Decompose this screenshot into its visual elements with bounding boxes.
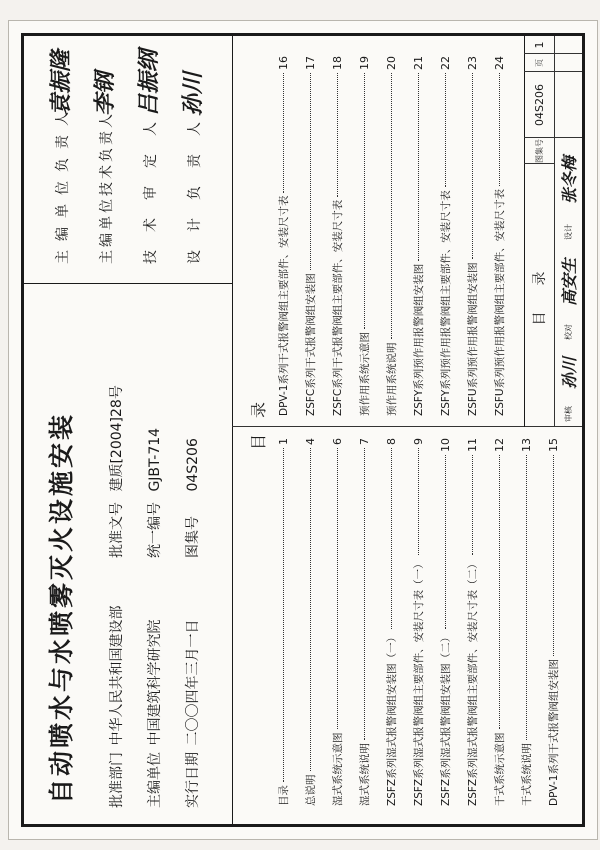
approver-value: 中华人民共和国建设部 [109,605,125,746]
toc-leader [472,73,473,259]
tb-atlas-label: 图集号 [534,139,544,163]
toc-leader [310,73,311,270]
rotated-page [21,33,585,827]
toc-page: 9 [412,438,425,445]
toc-page: 22 [439,56,452,70]
document-title: 自动喷水与水喷雾灭火设施安装 [47,411,76,804]
sig-name-1: 袁振隆 [48,49,74,116]
approver-label: 批准部门 [109,752,125,808]
toc-page: 19 [358,56,371,70]
tb-review-sig: 孙川 [559,357,579,390]
sig-role-4: 设计负责人 [187,104,203,264]
toc-leader [472,455,473,555]
date-value: 二〇〇四年三月一日 [185,619,201,746]
toc-item[interactable] [303,56,318,416]
toc-page: 16 [277,56,290,70]
toc-item[interactable] [330,56,345,416]
toc-item[interactable] [357,438,372,806]
doc-value: 建质[2004]28号 [109,385,125,492]
drawing-sheet [8,20,598,840]
toc-title: 预作用系统说明 [386,342,398,416]
toc-page: 6 [331,438,344,445]
info-editor [144,620,164,808]
toc-item[interactable] [546,438,561,806]
toc-item[interactable] [492,438,507,806]
tb-design-sig: 张冬梅 [559,156,579,205]
tb-page-value: 1 [532,41,546,49]
toc-item[interactable] [357,56,372,416]
toc-item[interactable] [303,438,318,806]
tb-check-sig: 高安生 [559,258,579,307]
toc-title: 干式系统示意图 [494,732,506,806]
info-doc [106,385,126,558]
toc-page: 23 [466,56,479,70]
toc-leader [391,448,392,629]
toc-title: ZSFC系列干式报警阀组主要部件、安装尺寸表 [332,199,344,416]
toc-item[interactable] [411,438,426,806]
toc-leader [445,73,446,187]
atlas-value: 04S206 [185,438,201,492]
toc-item[interactable] [438,438,453,806]
toc-page: 20 [385,56,398,70]
toc-heading-right: 录 [249,398,268,418]
toc-item[interactable] [465,438,480,806]
tb-review-label: 审核 [563,406,573,422]
toc-page: 13 [520,438,533,452]
sig-name-4: 孙川 [180,71,206,116]
toc-item[interactable] [519,438,534,806]
tb-atlas-value: 04S206 [532,84,546,126]
toc-item[interactable] [384,438,399,806]
toc-leader [364,73,365,329]
info-approver [106,606,126,808]
tb-check-label: 校对 [563,324,573,340]
toc-page: 4 [304,438,317,445]
toc-title: ZSFY系列预作用报警阀组主要部件、安装尺寸表 [440,190,452,416]
toc-item[interactable] [438,56,453,416]
title-block-name: 目 录 [532,265,548,326]
toc-leader [391,73,392,340]
upper-divider [232,36,233,824]
toc-leader [526,455,527,740]
toc-title: 湿式系统示意图 [332,732,344,806]
tb-design-label: 设计 [563,224,573,240]
sig-role-2: 主编单位技术负责人 [99,111,115,264]
toc-leader [364,448,365,740]
toc-leader [337,448,338,730]
toc-item[interactable] [411,56,426,416]
toc-title: ZSFU系列预作用报警阀组安装图 [467,262,479,416]
doc-label: 批准文号 [109,502,125,558]
toc-title: 湿式系统说明 [359,743,371,806]
toc-title: ZSFY系列预作用报警阀组安装图 [413,263,425,416]
info-date [182,620,202,808]
toc-leader [310,448,311,772]
toc-item[interactable] [492,56,507,416]
toc-page: 8 [385,438,398,445]
toc-item[interactable] [276,438,291,806]
atlas-label: 图集号 [185,516,201,558]
info-atlas [182,438,202,558]
toc-page: 24 [493,56,506,70]
toc-page: 15 [547,438,560,452]
uniform-label: 统一编号 [147,502,163,558]
toc-title: ZSFZ系列湿式报警阀组主要部件、安装尺寸表（一） [413,558,425,806]
toc-title: ZSFZ系列湿式报警阀组安装图（二） [440,631,452,806]
toc-page: 1 [277,438,290,445]
toc-page: 11 [466,438,479,452]
toc-page: 18 [331,56,344,70]
toc-leader [283,448,284,782]
toc-item[interactable] [330,438,345,806]
sig-role-1: 主编单位负责人 [55,103,71,264]
toc-leader [337,73,338,197]
sig-name-2: 李钢 [92,71,118,116]
sig-role-3: 技术审定人 [143,104,159,264]
sig-name-3: 吕振纲 [136,49,162,116]
date-label: 实行日期 [185,752,201,808]
toc-title: ZSFC系列干式报警阀组安装图 [305,273,317,416]
toc-leader [283,73,284,193]
toc-page: 10 [439,438,452,452]
toc-title: 目录 [278,785,290,806]
signature-divider [24,283,232,284]
toc-item[interactable] [276,56,291,416]
editor-label: 主编单位 [147,752,163,808]
toc-page: 7 [358,438,371,445]
toc-page: 21 [412,56,425,70]
toc-leader [499,455,500,730]
toc-leader [553,455,554,656]
toc-title: 预作用系统示意图 [359,332,371,416]
toc-leader [445,455,446,629]
toc-title: 干式系统说明 [521,743,533,806]
toc-page: 17 [304,56,317,70]
toc-leader [418,448,419,555]
toc-title: DPV-1系列干式报警阀组安装图 [548,659,560,806]
toc-item[interactable] [465,56,480,416]
toc-page: 12 [493,438,506,452]
toc-heading-left: 目 [249,430,268,450]
uniform-value: GJBT-714 [147,427,163,492]
toc-leader [418,73,419,261]
toc-leader [499,73,500,186]
editor-value: 中国建筑科学研究院 [147,619,163,746]
toc-title: ZSFZ系列湿式报警阀组主要部件、安装尺寸表（二） [467,558,479,806]
toc-item[interactable] [384,56,399,416]
toc-title: ZSFZ系列湿式报警阀组安装图（一） [386,631,398,806]
toc-title: DPV-1系列干式报警阀组主要部件、安装尺寸表 [278,195,290,416]
toc-title: ZSFU系列预作用报警阀组主要部件、安装尺寸表 [494,188,506,416]
tb-page-label: 页 [534,59,544,67]
toc-title: 总说明 [305,774,317,806]
info-uniform [144,428,164,558]
